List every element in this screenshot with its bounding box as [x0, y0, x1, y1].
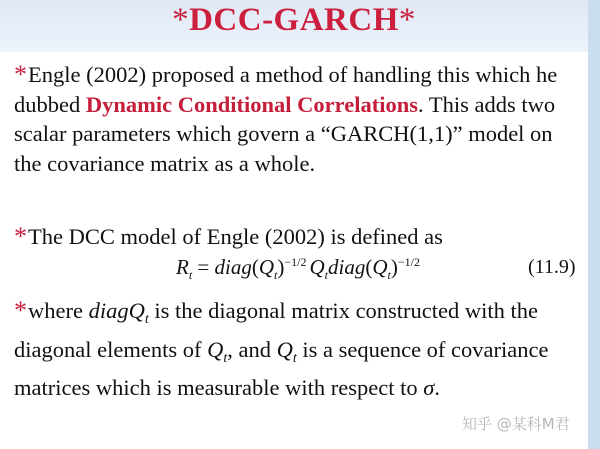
title-star-left: * — [172, 2, 190, 38]
q-symbol: Q — [276, 336, 293, 362]
bullet-star: * — [14, 60, 27, 89]
slide-side-bar — [588, 0, 600, 449]
bullet-star: * — [14, 222, 27, 251]
dcc-highlight: Dynamic Conditional Correlations — [85, 91, 418, 117]
q-symbol: Q — [207, 336, 224, 362]
title-star-right: * — [398, 2, 416, 38]
sigma-symbol: σ — [423, 375, 435, 400]
bullet-dcc-definition — [14, 222, 584, 252]
bullet-text-part1: Engle (2002) proposed a method of handling this which he dubbed — [14, 62, 558, 117]
bullet-engle-dcc — [14, 60, 584, 178]
diagq-symbol: diagQ — [88, 298, 145, 323]
bullet-diag-matrix: *where diagQ$_t$ is the diagonal matrix constructed with the diagonal elements of $Q_t$, and $Q_t$ is a sequence of covariance matrices which is measurable with respect to σ. — [14, 296, 549, 400]
bullet-text-part2: . This adds two scalar parameters which govern a “GARCH(1,1)” model on the covariance matrix as a whole. — [14, 91, 556, 176]
watermark: 知乎 @某科M君 — [462, 415, 570, 433]
equation-number: (11.9) — [528, 256, 576, 278]
bullet-text: The DCC model of Engle (2002) is defined as — [28, 224, 443, 249]
dcc-equation: $R_t$ = $diag(Q_t)^{-1/2}$ $Q_tdiag(Q_t)^{-1/2}$ — [176, 255, 420, 283]
bullet-star: * — [14, 296, 27, 325]
slide-title — [0, 2, 588, 39]
title-text: DCC-GARCH — [189, 2, 399, 38]
